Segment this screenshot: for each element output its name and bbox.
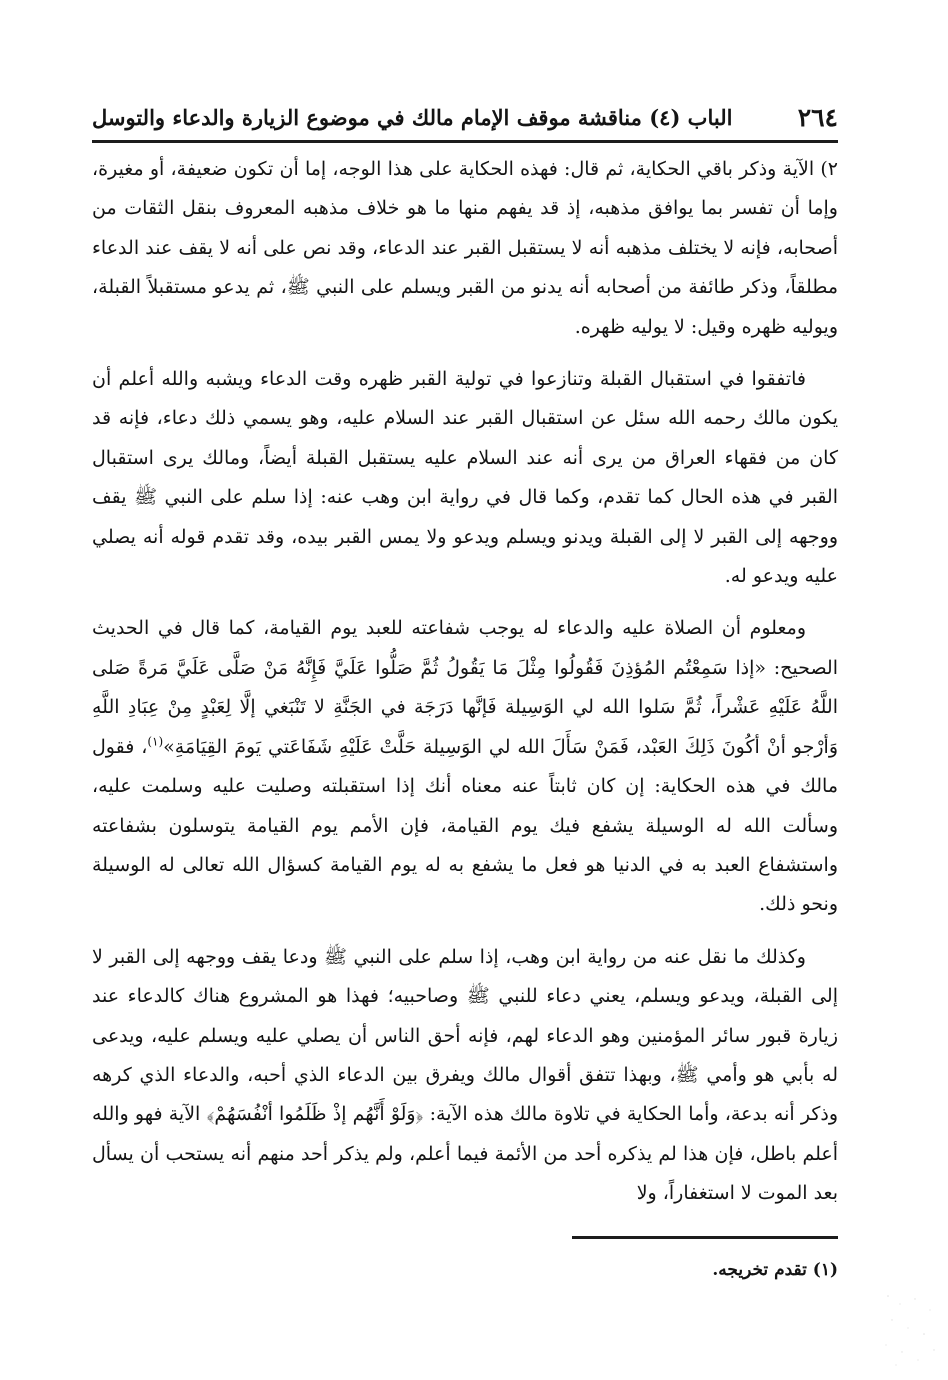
footnote-marker[interactable]: (١) [147, 734, 164, 749]
main-text [92, 150, 838, 1227]
paragraph-4 [92, 938, 838, 1214]
paragraph-3-intro: ومعلوم أن الصلاة عليه والدعاء له يوجب شفاعته للعبد يوم القيامة، كما قال في الحديث الصحيح: [92, 617, 838, 679]
running-head [92, 98, 838, 134]
scan-speckle-decoration [880, 1290, 940, 1370]
paragraph-2: فاتفقوا في استقبال القبلة وتنازعوا في تولية القبر ظهره وقت الدعاء ويشبه والله أعلم أن يكون مالك رحمه الله سئل عن استقبال القبر عند السلام عليه، وهو يسمي ذلك دعاء، فإنه قد كان من فقهاء العراق من يرى أنه عند السلام عليه يستقبل القبلة أيضاً، ومالك يرى استقبال القبر في هذه الحال كما تقدم، وكما قال في رواية ابن وهب عنه: إذا سلم على النبي ﷺ يقف ووجهه إلى القبر لا إلى القبلة ويدنو ويسلم ويدعو ولا يمس القبر بيده، وقد تقدم قوله أنه يصلي عليه ويدعو له. [92, 368, 838, 588]
paragraph-3 [92, 609, 838, 924]
paragraph-4-rest: الآية فهو والله أعلم باطل، فإن هذا لم يذكره أحد من الأئمة فيما أعلم، ولم يذكر أحد منهم أنه يستحب أن يسأل بعد الموت لا استغفاراً، ولا [92, 1103, 838, 1205]
chapter-title: الباب (٤) مناقشة موقف الإمام مالك في موضوع الزيارة والدعاء والتوسل [92, 105, 733, 130]
quran-verse: ﴿وَلَوْ أَنَّهُم إذْ ظَلَمُوا أنْفُسَهُمْ﴾ [206, 1103, 424, 1126]
paragraph-3-rest: ، فقول مالك في هذه الحكاية: إن كان ثابتاً عنه معناه أنك إذا استقبلته وصليت عليه وسلمت عليه، وسألت الله له الوسيلة يشفع فيك يوم القيامة، فإن الأمم يوم القيامة يتوسلون بشفاعته واستشفاع العبد به في الدنيا هو فعل ما يشفع به له يوم القيامة كسؤال الله تعالى له الوسيلة ونحو ذلك. [92, 735, 838, 916]
hadith-quote: «إذا سَمِعْتُم المُؤذِنَ فَقُولُوا مِثْلَ مَا يَقُولُ ثُمَّ صَلُّوا عَلَيَّ فَإِنَّهُ مَنْ صَلَّى عَلَيَّ مَرةً صَلى اللَّهُ عَلَيْهِ عَشْراً، ثُمَّ سَلوا الله لي الوَسِيلة فَإنَّها دَرَجَة في الجَنَّةِ لا تَنْبَغي إلَّا لِعَبْدٍ مِنْ عِبَادِ اللَّهِ وَأرْجو أنْ أكُونَ ذَلِكَ العَبْد، فَمَنْ سَأَلَ الله لي الوَسِيلة حَلَّتْ عَلَيْهِ شَفَاعَتي يَومَ القِيَامَةِ» [92, 656, 838, 758]
paragraph-4-intro: وكذلك ما نقل عنه من رواية ابن وهب، إذا سلم على النبي ﷺ ودعا يقف ووجهه إلى القبر لا إلى القبلة، ويدعو ويسلم، يعني دعاء للنبي ﷺ وصاحبيه؛ فهذا هو المشروع هناك كالدعاء عند زيارة قبور سائر المؤمنين وهو الدعاء لهم، فإنه أحق الناس أن يصلي عليه ويسلم عليه، ويدعى له بأبي هو وأمي ﷺ، وبهذا تتفق أقوال مالك ويفرق بين الدعاء الذي أحبه، والدعاء الذي كرهه وذكر أنه بدعة، وأما الحكاية في تلاوة مالك هذه الآية: [92, 945, 839, 1126]
header-rule [92, 140, 838, 143]
paragraph-1: ٢) الآية وذكر باقي الحكاية، ثم قال: فهذه الحكاية على هذا الوجه، إما أن تكون ضعيفة، أو مغيرة، وإما أن تفسر بما يوافق مذهبه، إذ قد يفهم منها ما هو خلاف مذهبه المعروف بنقل الثقات من أصحابه، فإنه لا يختلف مذهبه أنه لا يستقبل القبر عند الدعاء، وقد نص على أنه لا يقف عند الدعاء مطلقاً، وذكر طائفة من أصحابه أنه يدنو من القبر ويسلم على النبي ﷺ، ثم يدعو مستقبلاً القبلة، ويوليه ظهره وقيل: لا يوليه ظهره. [92, 158, 838, 338]
footnote: (١) تقدم تخريجه. [712, 1260, 838, 1280]
page-number: ٢٦٤ [797, 103, 838, 132]
footnote-rule [572, 1236, 838, 1239]
